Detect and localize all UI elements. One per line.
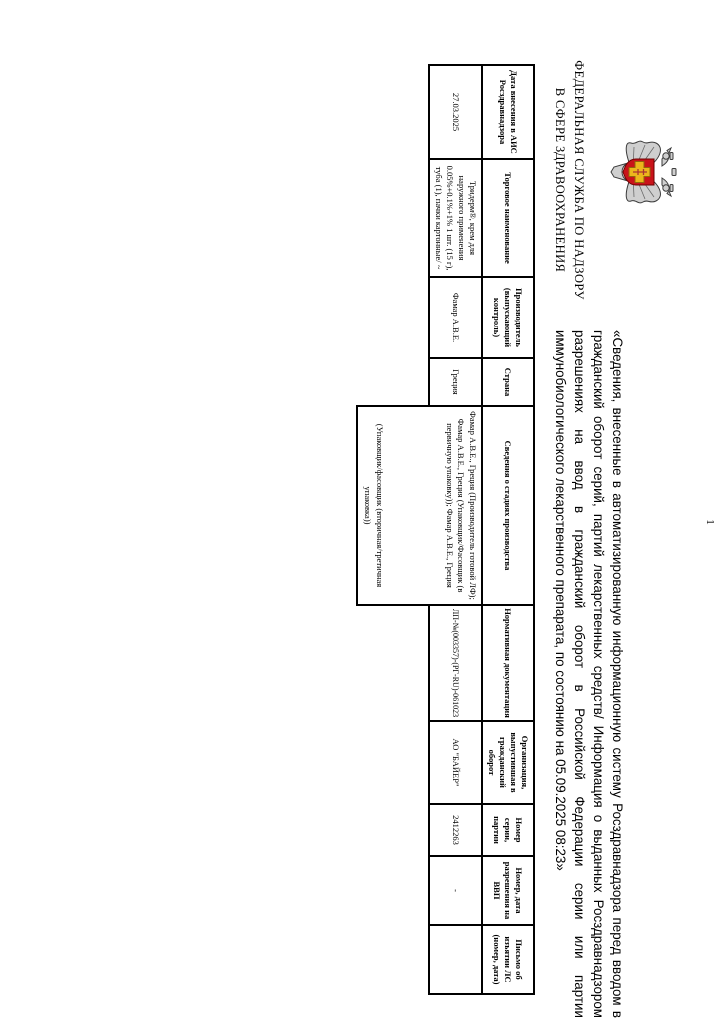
org-name-line1: ФЕДЕРАЛЬНАЯ СЛУЖБА ПО НАДЗОРУ [572, 60, 586, 300]
cell-country: Греция [428, 357, 483, 407]
col-header-trade-name: Торговое наименование [481, 158, 535, 278]
cell-batch-number: 2412263 [428, 803, 483, 857]
col-header-date-entered: Дата внесения в АИС Росздравнадзора [481, 64, 535, 160]
roszdravnadzor-eagle-emblem [594, 139, 678, 205]
col-header-country: Страна [481, 357, 535, 407]
cell-production-stages [356, 405, 483, 606]
cell-date-entered: 27.03.2025 [428, 64, 483, 160]
col-header-releasing-org: Организация, выпустившая в гражданский оборот [481, 720, 535, 805]
cell-recall-letter [428, 924, 483, 995]
col-header-normative-docs: Нормативная документация [481, 604, 535, 722]
col-header-production-stages: Сведения о стадиях производства [481, 405, 535, 606]
col-header-permit-number: Номер, дата разрешения на ВВП [481, 855, 535, 926]
production-stages-text: Фамар А.В.Е., Греция (Производитель готовой ЛФ); Фамар А.В.Е., Греция (Упаковщик/Фасовщик (в первичную упаковку)); Фамар А.В.Е., Греция [445, 411, 478, 600]
org-name-line2: В СФЕРЕ ЗДРАВООХРАНЕНИЯ [553, 87, 567, 273]
report-title-paragraph: «Сведения, внесенные в автоматизированную информационную систему Росздравнадзора перед вводом в гражданский оборот серий, партий лекарственных средств/ Информация о выданных Росздравнадзором разрешениях на ввод в гражданский оборот в Российской Федерации серии или партии иммунобиологического лекарственного препарата, по состоянию на 05.09.2025 08:23» [553, 330, 625, 1018]
cell-trade-name: Тридерм®, крем для наружного применения 0.05%+0.1%+1% 1 шт. (15 г), туба (1), пачки картонные/ ~ [428, 158, 483, 278]
col-header-recall-letter: Письмо об изъятии ЛС (номер, дата) [481, 924, 535, 995]
col-header-batch-number: Номер серии, партии [481, 803, 535, 857]
cell-permit-number: - [428, 855, 483, 926]
page-number: 1 [704, 519, 716, 525]
col-header-manufacturer: Производитель (выпускающий контроль) [481, 276, 535, 359]
cell-normative-docs: ЛП-№(003357)-(РГ-RU)-061023 [428, 604, 483, 722]
cell-manufacturer: Фамар А.В.Е. [428, 276, 483, 359]
series-info-table [354, 64, 535, 997]
cell-releasing-org: АО "БАЙЕР" [428, 720, 483, 805]
production-stages-tail: (Упаковщик/фасовщик (вторичная/третичная упаковка)) [363, 423, 385, 588]
